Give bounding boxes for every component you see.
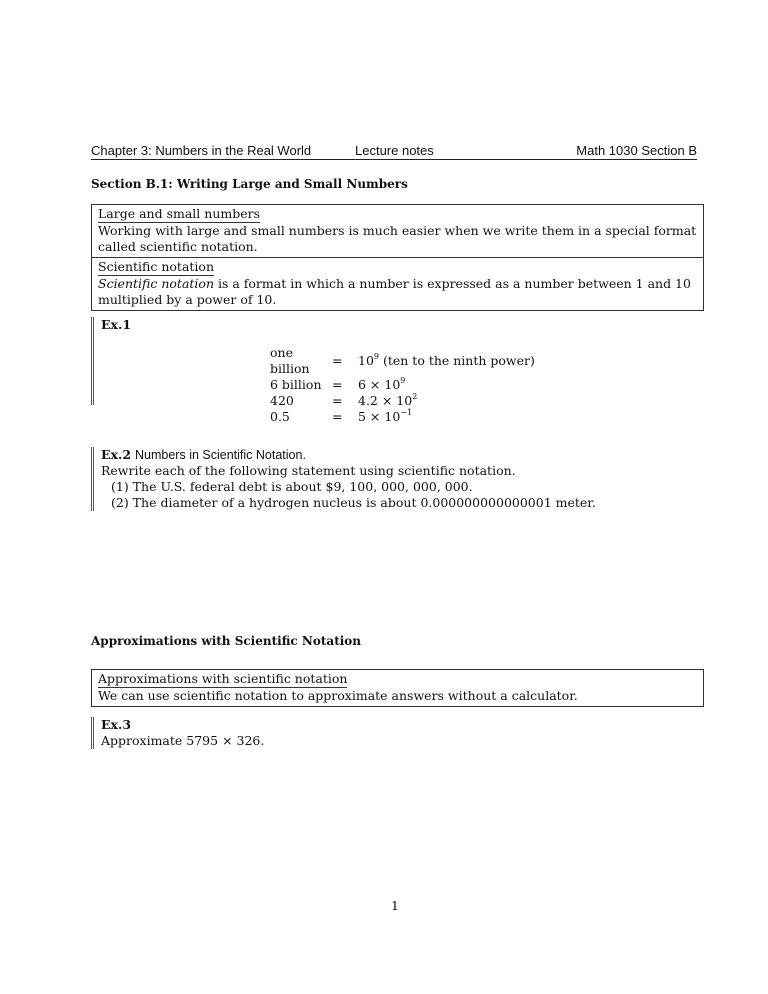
definition-box-scientific-notation <box>91 257 704 311</box>
example-2-title: Numbers in Scientific Notation. <box>135 448 306 462</box>
example-2-instruction: Rewrite each of the following statement using scientific notation. <box>101 463 516 478</box>
header-chapter-title: Chapter 3: Numbers in the Real World <box>91 143 312 158</box>
equation-row <box>270 377 535 393</box>
definition-box-large-small <box>91 204 704 258</box>
example-1 <box>91 317 131 405</box>
section-title-b1: Section B.1: Writing Large and Small Numbers <box>91 177 408 191</box>
box-body-approximations: We can use scientific notation to approximate answers without a calculator. <box>98 688 578 703</box>
page-number: 1 <box>391 898 399 913</box>
equals-sign: = <box>332 377 343 392</box>
example-2-heading <box>101 447 596 463</box>
box-title-approximations: Approximations with scientific notation <box>98 671 348 686</box>
header-course-section: Math 1030 Section B <box>576 143 697 158</box>
example-3-body: Approximate 5795 × 326. <box>101 733 265 748</box>
equation-row <box>270 345 535 377</box>
equation-left: 420 <box>270 393 294 408</box>
definition-box-approximations <box>91 669 704 707</box>
example-3-label: Ex.3 <box>101 717 132 732</box>
equals-sign: = <box>332 409 343 424</box>
equation-right: $5 \times 10^{-1}$ <box>358 407 413 424</box>
list-item: (2) The diameter of a hydrogen nucleus is about 0.000000000000001 meter. <box>111 495 596 510</box>
equation-left: 0.5 <box>270 409 290 424</box>
equation-row <box>270 409 535 425</box>
definition-text: is a format in which a number is expressed as a number between 1 and 10 multiplied by a power of 10. <box>98 276 691 307</box>
equation-left: 6 billion <box>270 377 322 392</box>
box-title-large-small: Large and small numbers <box>98 206 261 221</box>
term-scientific-notation: Scientific notation <box>98 276 214 291</box>
equals-sign: = <box>332 393 343 408</box>
example-3 <box>91 717 264 749</box>
equation-left: one billion <box>270 345 310 376</box>
equation-row <box>270 393 535 409</box>
box-body-large-small: Working with large and small numbers is much easier when we write them in a special format called scientific notation. <box>98 223 697 254</box>
page-header <box>91 139 697 160</box>
list-item: (1) The U.S. federal debt is about $9, 100, 000, 000, 000. <box>111 479 473 494</box>
example-1-equations <box>270 345 535 425</box>
equation-right: $4.2 \times 10^2$ <box>358 391 418 408</box>
equation-right: $10^9$ (ten to the ninth power) <box>358 351 535 368</box>
section-title-approximations: Approximations with Scientific Notation <box>91 634 362 648</box>
example-2-label: Ex.2 <box>101 447 132 462</box>
example-1-label: Ex.1 <box>101 317 132 332</box>
box-body-scientific-notation <box>98 276 699 308</box>
equals-sign: = <box>332 353 343 368</box>
box-title-scientific-notation: Scientific notation <box>98 259 214 274</box>
equation-right: $6 \times 10^9$ <box>358 375 406 392</box>
header-lecture-notes: Lecture notes <box>355 143 434 158</box>
example-2 <box>91 447 596 511</box>
